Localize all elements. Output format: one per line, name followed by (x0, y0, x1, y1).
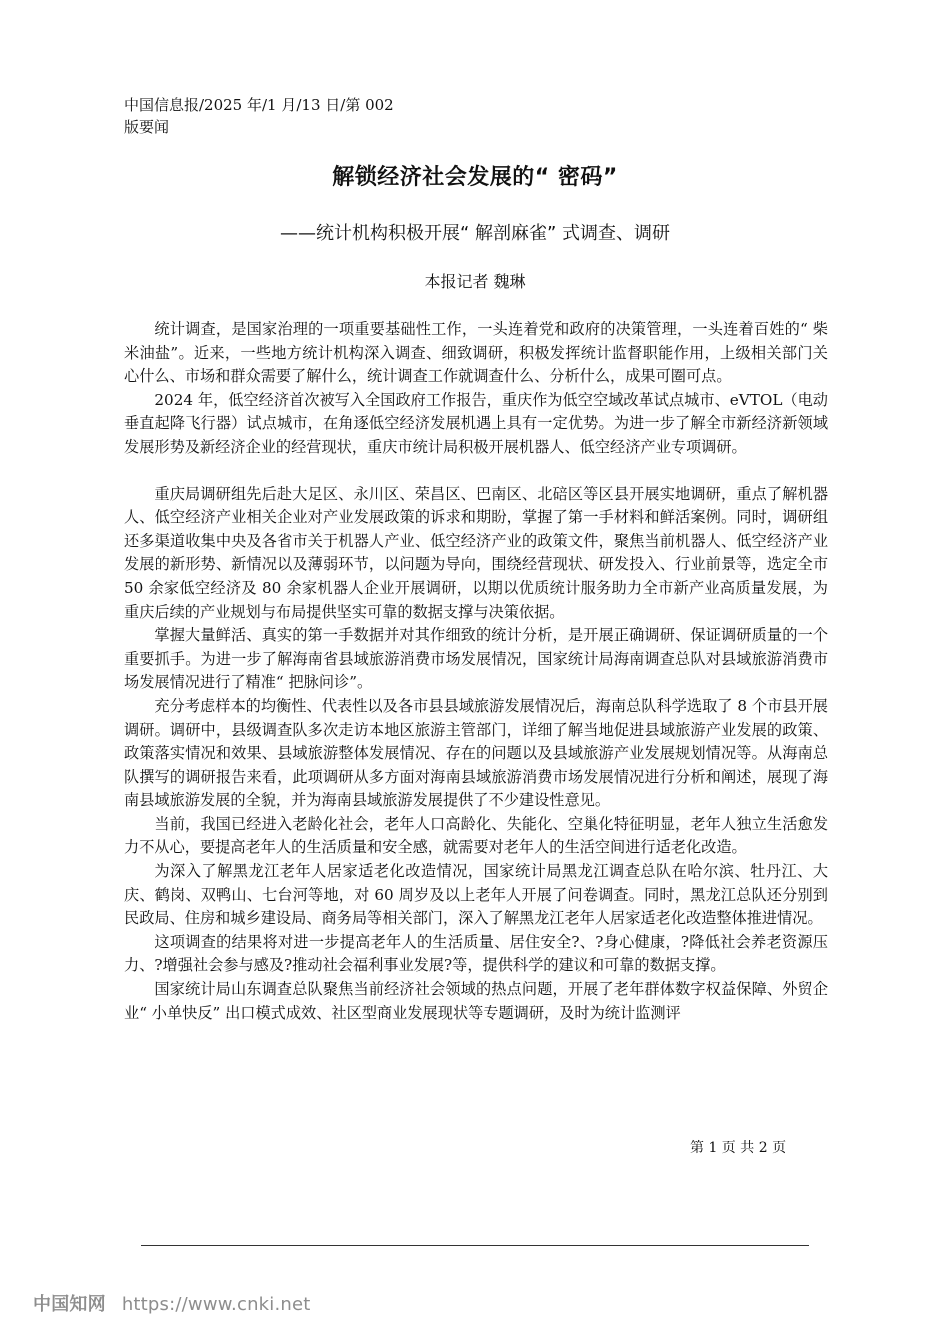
body-paragraph-1: 统计调查，是国家治理的一项重要基础性工作，一头连着党和政府的决策管理，一头连着百姓的“ 柴米油盐”。近来，一些地方统计机构深入调查、细致调研，积极发挥统计监督职能作用，上级相关部门关心什么、市场和群众需要了解什么，统计调查工作就调查什么、分析什么，成果可圈可点。 (124, 320, 828, 386)
body-paragraph-7: 为深入了解黑龙江老年人居家适老化改造情况，国家统计局黑龙江调查总队在哈尔滨、牡丹江、大庆、鹤岗、双鸭山、七台河等地，对 60 周岁及以上老年人开展了问卷调查。同时，黑龙江总队还分别到民政局、住房和城乡建设局、商务局等相关部门，深入了解黑龙江老年人居家适老化改造整体推进情况。 (124, 862, 828, 928)
article-subtitle: ——统计机构积极开展“ 解剖麻雀” 式调查、调研 (279, 223, 671, 244)
watermark-url: https://www.cnki.net (121, 1294, 311, 1315)
article-title: 解锁经济社会发展的“ 密码” (332, 165, 618, 190)
article-body (124, 318, 828, 1025)
source-info (124, 94, 484, 138)
source-line-2: 版要闻 (124, 118, 170, 136)
body-paragraph-9: 国家统计局山东调查总队聚焦当前经济社会领域的热点问题，开展了老年群体数字权益保障、外贸企业“ 小单快反” 出口模式成效、社区型商业发展现状等专题调研，及时为统计监测评 (124, 980, 828, 1022)
page-number: 第 1 页 共 2 页 (690, 1140, 787, 1156)
footer-divider (141, 1245, 809, 1246)
body-paragraph-8: 这项调查的结果将对进一步提高老年人的生活质量、居住安全?、?身心健康，?降低社会养老资源压力、?增强社会参与感及?推动社会福利事业发展?等，提供科学的建议和可靠的数据支撑。 (124, 932, 828, 975)
body-paragraph-4: 掌握大量鲜活、真实的第一手数据并对其作细致的统计分析，是开展正确调研、保证调研质量的一个重要抓手。为进一步了解海南省县域旅游消费市场发展情况，国家统计局海南调查总队对县域旅游消费市场发展情况进行了精准“ 把脉问诊”。 (124, 626, 828, 692)
watermark-brand: 中国知网 (33, 1294, 106, 1315)
article-byline: 本报记者 魏琳 (424, 272, 526, 291)
body-paragraph-2: 2024 年，低空经济首次被写入全国政府工作报告，重庆作为低空空域改革试点城市、eVTOL（电动垂直起降飞行器）试点城市，在角逐低空经济发展机遇上具有一定优势。为进一步了解全市新经济新领域发展形势及新经济企业的经营现状，重庆市统计局积极开展机器人、低空经济产业专项调研。 (124, 390, 828, 456)
body-paragraph-3: 重庆局调研组先后赴大足区、永川区、荣昌区、巴南区、北碚区等区县开展实地调研，重点了解机器人、低空经济产业相关企业对产业发展政策的诉求和期盼，掌握了第一手材料和鲜活案例。同时，调研组还多渠道收集中央及各省市关于机器人产业、低空经济产业的政策文件，聚焦当前机器人、低空经济产业发展的新形势、新情况以及薄弱环节，以问题为导向，围绕经营现状、研发投入、行业前景等，选定全市 50 余家低空经济及 80 余家机器人企业开展调研，以期以优质统计服务助力全市新产业高质量发展，为重庆后续的产业规划与布局提供坚实可靠的数据支撑与决策依据。 (124, 484, 828, 621)
body-paragraph-5: 充分考虑样本的均衡性、代表性以及各市县县域旅游发展情况后，海南总队科学选取了 8 个市县开展调研。调研中，县级调查队多次走访本地区旅游主管部门，详细了解当地促进县域旅游产业发展的政策、政策落实情况和效果、县域旅游整体发展情况、存在的问题以及县域旅游产业发展规划情况等。从海南总队撰写的调研报告来看，此项调研从多方面对海南县域旅游消费市场发展情况进行分析和阐述，展现了海南县域旅游发展的全貌，并为海南县域旅游发展提供了不少建设性意见。 (124, 696, 828, 810)
cnki-watermark (33, 1291, 311, 1319)
paragraph-spacer (124, 460, 828, 483)
body-paragraph-6: 当前，我国已经进入老龄化社会，老年人口高龄化、失能化、空巢化特征明显，老年人独立生活愈发力不从心，要提高老年人的生活质量和安全感，就需要对老年人的生活空间进行适老化改造。 (124, 814, 828, 857)
source-line-1: 中国信息报/2025 年/1 月/13 日/第 002 (124, 96, 394, 114)
